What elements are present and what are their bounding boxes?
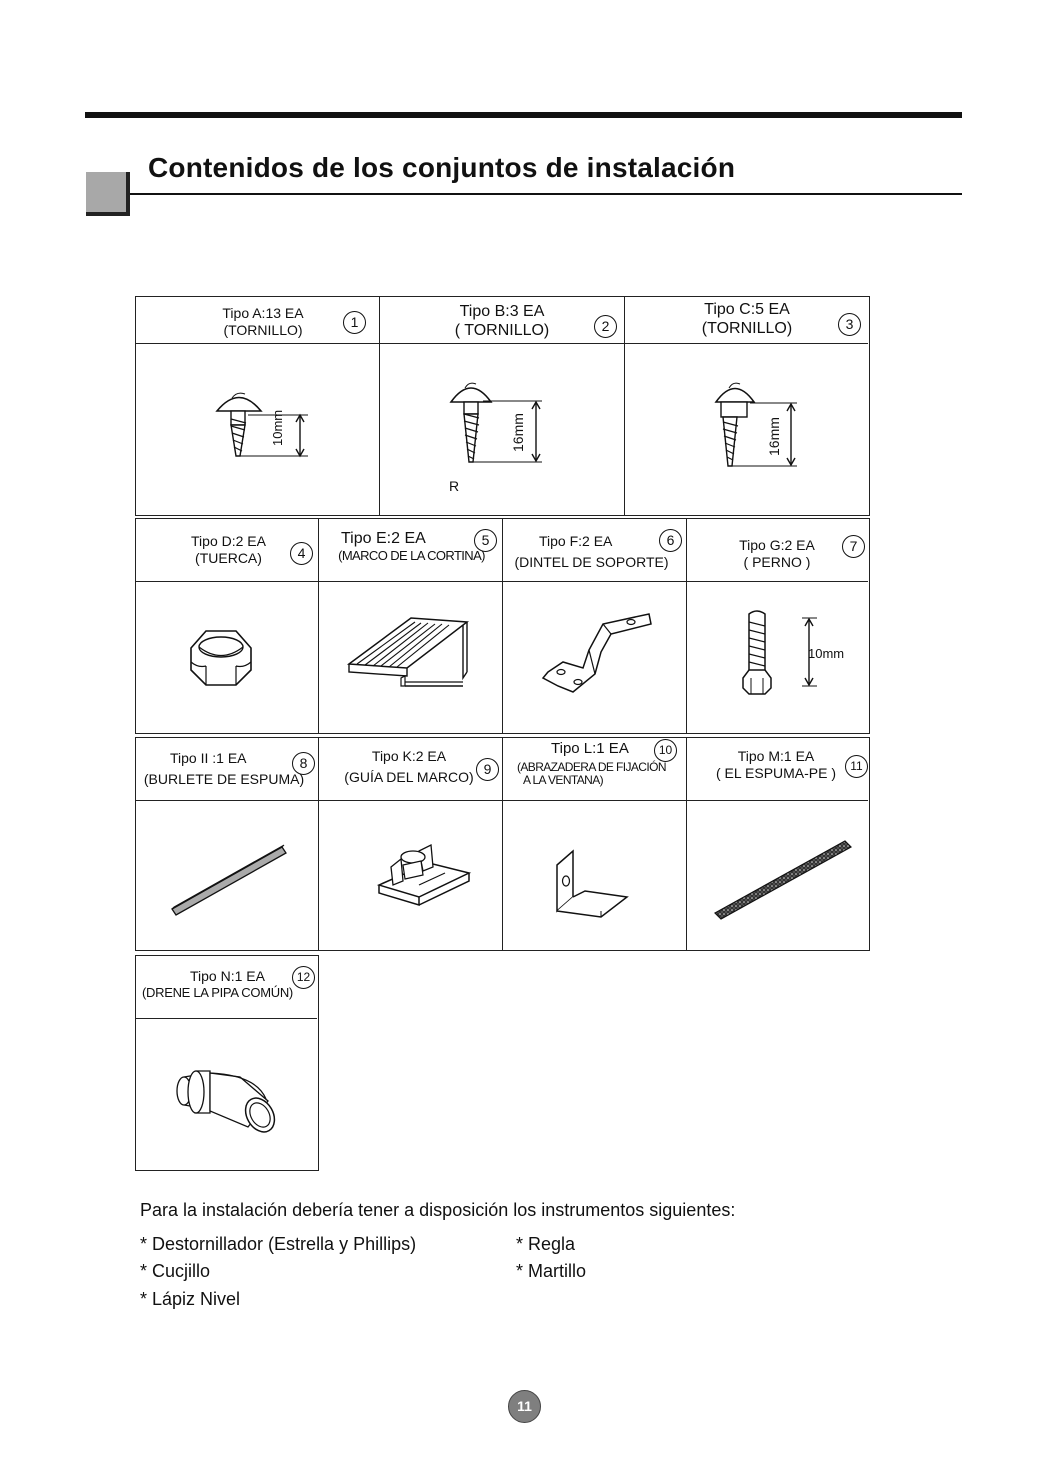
part-name: Tipo A:13 EA — [222, 305, 304, 321]
part-cell-n — [136, 956, 317, 1170]
item-number: 4 — [290, 542, 313, 565]
bolt-illustration — [687, 582, 868, 733]
part-desc: (ABRAZADERA DE FIJACIÓN — [517, 760, 666, 774]
part-name: Tipo K:2 EA — [371, 748, 447, 764]
part-name: Tipo N:1 EA — [190, 968, 265, 984]
part-cell-f — [503, 519, 687, 733]
pe-foam-illustration — [687, 801, 868, 950]
item-number: 12 — [292, 966, 315, 989]
part-desc: ( PERNO ) — [743, 553, 811, 570]
part-desc: (MARCO DE LA CORTINA) — [338, 548, 485, 564]
drain-pipe-illustration — [136, 1019, 317, 1170]
tools-intro: Para la instalación debería tener a disposición los instrumentos siguientes: — [140, 1200, 736, 1220]
section-marker — [86, 172, 130, 216]
window-bracket-illustration — [503, 801, 686, 950]
screw-b-illustration — [380, 344, 624, 515]
dimension-label: 16mm — [510, 413, 526, 452]
item-number: 8 — [292, 752, 315, 775]
dimension-label: 10mm — [270, 409, 285, 446]
part-cell-c — [625, 297, 868, 515]
dimension-label: 10mm — [808, 646, 845, 661]
page-number: 11 — [508, 1390, 541, 1423]
part-name: Tipo D:2 EA — [191, 533, 266, 549]
part-cell-k — [319, 738, 503, 950]
item-number: 11 — [845, 755, 868, 778]
frame-guide-illustration — [319, 801, 502, 950]
part-desc: (DRENE LA PIPA COMÚN) — [142, 984, 293, 1000]
item-number: 7 — [842, 535, 865, 558]
reference-mark: R — [449, 478, 460, 494]
part-desc: (GUÍA DEL MARCO) — [344, 768, 474, 785]
item-number: 10 — [654, 739, 677, 762]
part-name: Tipo F:2 EA — [539, 533, 613, 549]
tool-item: * Cucjillo — [140, 1261, 211, 1281]
part-name: Tipo L:1 EA — [551, 740, 629, 757]
part-desc: (TORNILLO) — [223, 321, 303, 338]
top-rule — [85, 112, 962, 118]
part-cell-e — [319, 519, 503, 733]
title-underline — [130, 193, 962, 195]
part-name: Tipo M:1 EA — [737, 748, 815, 764]
part-desc-cont: A LA VENTANA) — [523, 773, 604, 788]
part-cell-l — [503, 738, 687, 950]
part-name: Tipo B:3 EA — [459, 303, 545, 320]
tool-item: * Lápiz Nivel — [140, 1289, 241, 1309]
part-cell-g — [687, 519, 868, 733]
support-lintel-illustration — [503, 582, 686, 733]
item-number: 9 — [476, 758, 499, 781]
part-name: Tipo II :1 EA — [170, 750, 247, 766]
part-desc: (DINTEL DE SOPORTE) — [514, 553, 669, 570]
parts-row-3 — [135, 737, 870, 951]
part-name: Tipo G:2 EA — [739, 537, 815, 553]
part-cell-b — [380, 297, 625, 515]
tool-item: * Destornillador (Estrella y Phillips) — [140, 1234, 417, 1254]
page-title: Contenidos de los conjuntos de instalación — [148, 152, 736, 183]
parts-row-2 — [135, 518, 870, 734]
part-cell-m — [687, 738, 868, 950]
part-desc: (BURLETE DE ESPUMA) — [143, 770, 305, 787]
item-number: 6 — [659, 529, 682, 552]
item-number: 2 — [594, 315, 617, 338]
parts-row-4 — [135, 955, 319, 1171]
part-desc: ( TORNILLO) — [454, 322, 550, 340]
part-name: Tipo E:2 EA — [341, 530, 426, 547]
tool-item: * Regla — [516, 1234, 576, 1254]
screw-c-illustration — [625, 344, 868, 515]
part-desc: ( EL ESPUMA-PE ) — [715, 764, 837, 781]
item-number: 5 — [474, 529, 497, 552]
part-desc: (TORNILLO) — [701, 320, 793, 338]
item-number: 3 — [838, 313, 861, 336]
dimension-label: 16mm — [766, 417, 782, 456]
nut-illustration — [136, 582, 318, 733]
parts-row-1 — [135, 296, 870, 516]
item-number: 1 — [343, 311, 366, 334]
part-name: Tipo C:5 EA — [704, 301, 790, 318]
part-cell-d — [136, 519, 319, 733]
curtain-frame-illustration — [319, 582, 502, 733]
part-cell-a — [136, 297, 380, 515]
screw-a-illustration — [136, 344, 379, 515]
part-desc: (TUERCA) — [195, 549, 262, 566]
tool-item: * Martillo — [516, 1261, 587, 1281]
part-cell-h — [136, 738, 319, 950]
foam-strip-illustration — [136, 801, 318, 950]
